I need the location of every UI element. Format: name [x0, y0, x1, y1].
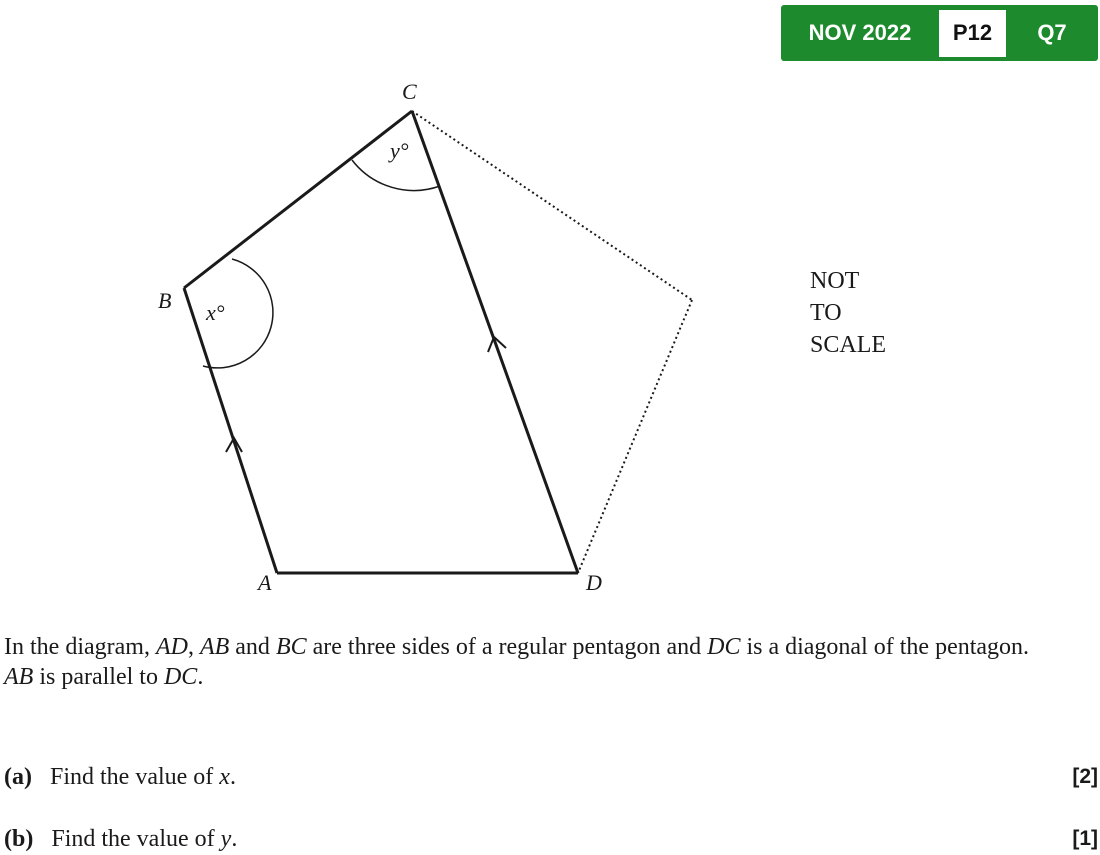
angle-arc-y: [352, 160, 440, 191]
part-label: (b): [4, 826, 34, 852]
stem-text: In the diagram,: [4, 634, 156, 660]
scale-note-line-2: TO: [810, 300, 842, 326]
question-part-b: [4, 824, 1098, 854]
stem-text: .: [197, 664, 204, 690]
marks-label: [2]: [1072, 765, 1098, 788]
session-label: NOV 2022: [808, 20, 912, 45]
stem-paragraph-2: [4, 662, 1098, 692]
scale-note-line-1: NOT: [810, 268, 860, 294]
stem-segment-bc: BC: [275, 634, 307, 660]
question-part-a: [4, 762, 1098, 792]
stem-paragraph-1: [4, 632, 1098, 662]
paper-label: P12: [939, 10, 1006, 57]
side-ab: [184, 288, 277, 573]
angle-label-y: y°: [390, 138, 409, 163]
stem-text: is a diagonal of the pentagon.: [740, 634, 1030, 660]
part-variable: x: [219, 764, 230, 790]
part-variable: y: [220, 826, 232, 852]
vertex-label-c: C: [402, 79, 417, 104]
stem-text: are three sides of a regular pentagon and: [306, 634, 708, 660]
not-to-scale-note: [810, 265, 886, 361]
vertex-label-b: B: [158, 288, 172, 313]
stem-segment-ad: AD: [155, 634, 188, 660]
stem-text: is parallel to: [33, 664, 164, 690]
stem-segment-dc: DC: [707, 634, 741, 660]
vertex-label-d: D: [586, 570, 602, 595]
stem-text: ,: [187, 634, 200, 660]
part-label: (a): [4, 764, 32, 790]
part-text-end: .: [231, 826, 238, 852]
dotted-side-ce: [412, 111, 692, 300]
stem-segment-dc: DC: [163, 664, 198, 690]
part-text: Find the value of: [51, 826, 221, 852]
question-stem: [4, 632, 1098, 692]
marks-label: [1]: [1072, 827, 1098, 850]
angle-label-x: x°: [206, 300, 225, 325]
dotted-side-ed: [578, 300, 692, 573]
side-bc: [184, 111, 412, 288]
part-text-end: .: [229, 764, 236, 790]
stem-segment-ab: AB: [199, 634, 230, 660]
stem-text: and: [229, 634, 276, 660]
diagonal-dc: [412, 111, 578, 573]
stem-segment-ab: AB: [4, 664, 34, 690]
vertex-label-a: A: [258, 570, 272, 595]
question-number-label: Q7: [1037, 20, 1067, 45]
part-text: Find the value of: [49, 764, 220, 790]
scale-note-line-3: SCALE: [810, 332, 887, 358]
